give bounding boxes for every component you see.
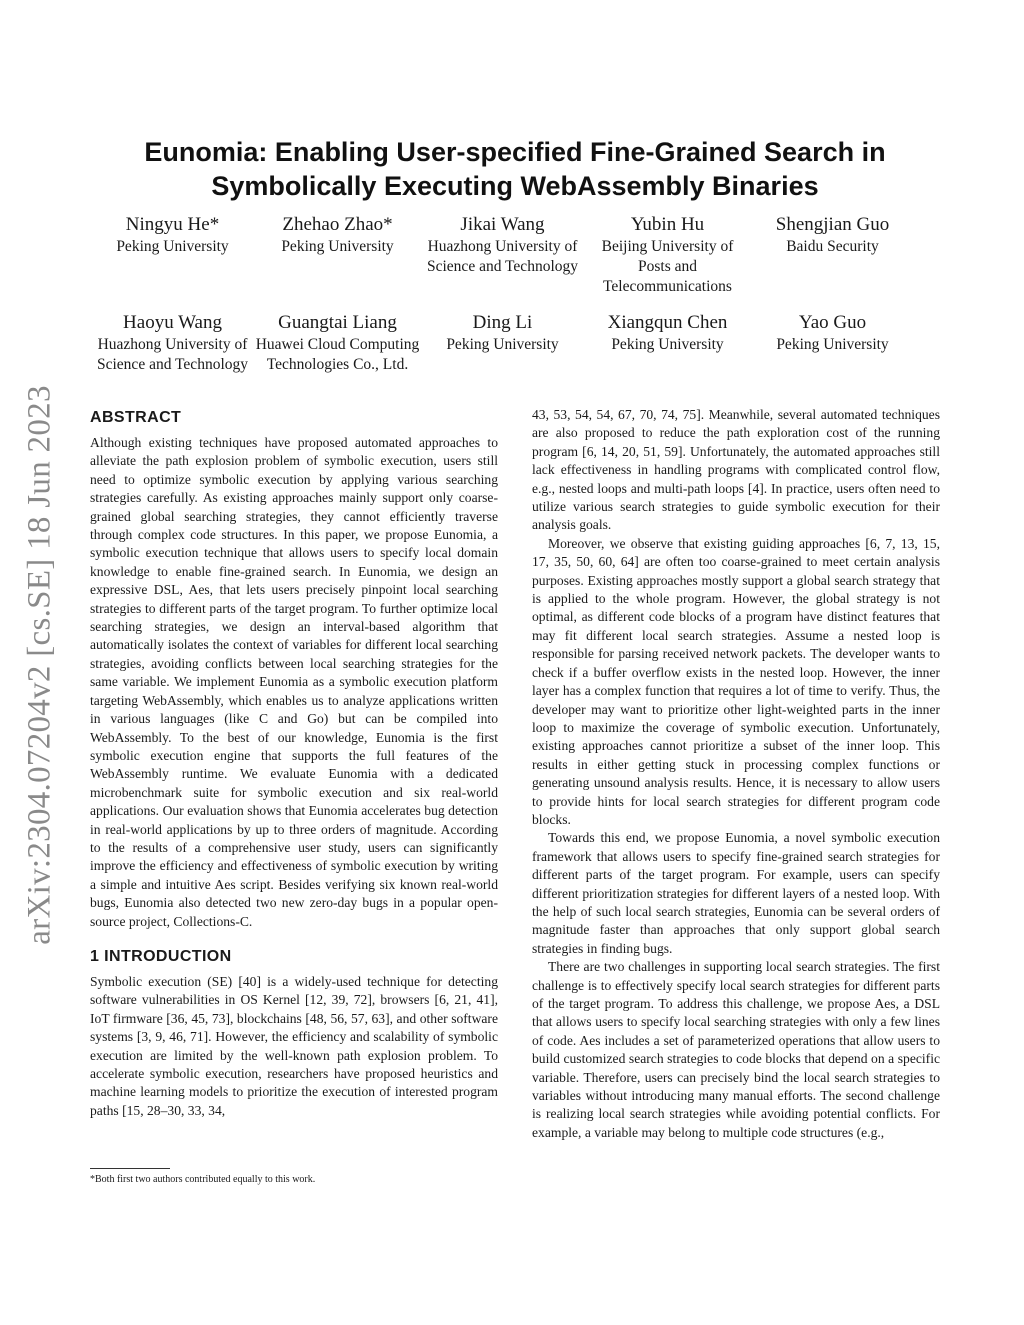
author [255, 213, 420, 311]
footnote: *Both first two authors contributed equally to this work. [90, 1174, 316, 1185]
author-name: Yao Guo [798, 312, 867, 333]
intro-paragraph-4: There are two challenges in supporting local search strategies. The first challenge is to effectively specify local search strategies for different parts of the target program. To address this challenge, we propose Aes, a DSL that allows users to specify local searching strategies with only a few lines of code. Aes includes a set of parameterized operations that allow users to build customized search strategies to code blocks that depend on a specific variable. Therefore, users can precisely bind the local search strategies to variables without introducing many manual efforts. The second challenge is realizing local search strategies while avoiding potential conflicts. For example, a variable may belong to multiple code structures (e.g., [532, 959, 940, 1140]
abstract-text: Although existing techniques have proposed automated approaches to alleviate the path explosion problem of symbolic execution, users still need to optimize symbolic execution by applying various searching strategies carefully. As existing approaches mainly support only coarse-grained global searching strategies, they cannot efficiently traverse through complex code structures. In this paper, we propose Eunomia, a symbolic execution technique that allows users to specify local domain knowledge to enable fine-grained search. In Eunomia, we design an expressive DSL, Aes, that lets users precisely pinpoint local searching strategies to different parts of the target program. To further optimize local searching strategies, we design an interval-based algorithm that automatically isolates the context of variables for different local searching strategies, avoiding conflicts between local searching strategies for the same variable. We implement Eunomia as a symbolic execution platform targeting WebAssembly, which enables us to analyze applications written in various languages (like C and Go) but can be compiled into WebAssembly. To the best of our knowledge, Eunomia is the first symbolic execution engine that supports the full features of the WebAssembly runtime. We evaluate Eunomia with a dedicated microbenchmark suite for symbolic execution and six real-world applications. Our evaluation shows that Eunomia accelerates bug detection in real-world applications by up to three orders of magnitude. According to the results of a comprehensive user study, users can significantly improve the efficiency and effectiveness of symbolic execution by writing a simple and intuitive Aes script. Besides verifying six known real-world bugs, Eunomia also detected two new zero-day bugs in a popular open-source project, Collections-C. [90, 435, 498, 929]
author-name: Shengjian Guo [775, 214, 890, 235]
author [750, 311, 915, 409]
author-row [90, 213, 940, 311]
author-block [90, 213, 940, 409]
author-affiliation: Baidu Security [786, 238, 879, 255]
author [420, 213, 585, 311]
author-affiliation: Beijing University of Posts and Telecommunications [601, 238, 734, 295]
author [255, 311, 420, 409]
author-affiliation: Huawei Cloud Computing Technologies Co., Ltd. [255, 336, 420, 373]
author-affiliation: Huazhong University of Science and Technology [97, 336, 248, 373]
author [750, 213, 915, 311]
author-row [90, 311, 940, 409]
intro-paragraph-3: Towards this end, we propose Eunomia, a novel symbolic execution framework that allows users to specify fine-grained search strategies for different parts of the target program. For example, users can specify different prioritization strategies for different layers of a nested loop. With the help of such local search strategies, Eunomia can be several orders of magnitude faster than approaches that only support global search strategies in finding bugs. [532, 830, 940, 956]
introduction-heading: 1 INTRODUCTION [90, 947, 232, 965]
author-name: Jikai Wang [460, 214, 545, 235]
author [90, 213, 255, 311]
author [90, 311, 255, 409]
author-affiliation: Peking University [776, 336, 889, 353]
right-column [532, 406, 940, 1142]
arxiv-sidebar [0, 360, 80, 970]
arxiv-identifier: arXiv:2304.07204v2 [cs.SE] 18 Jun 2023 [21, 385, 58, 945]
author [420, 311, 585, 409]
author-name: Ding Li [472, 312, 533, 333]
author-affiliation: Huazhong University of Science and Technology [427, 238, 578, 275]
author-name: Zhehao Zhao* [282, 214, 393, 235]
intro-paragraph-1: Symbolic execution (SE) [40] is a widely-used technique for detecting software vulnerabilities in OS Kernel [12, 39, 72], browsers [6, 21, 41], IoT firmware [36, 45, 73], blockchains [48, 56, 57, 63], and other software systems [3, 9, 46, 71]. However, the efficiency and scalability of symbolic execution are limited by the well-known path explosion problem. To accelerate symbolic execution, researchers have proposed heuristics and machine learning models to prioritize the execution of interested program paths [15, 28–30, 33, 34, [90, 973, 498, 1118]
title-line-2: Symbolically Executing WebAssembly Binaries [211, 171, 819, 201]
author-name: Yubin Hu [630, 214, 705, 235]
author [585, 311, 750, 409]
author-affiliation: Peking University [281, 238, 394, 255]
author-name: Ningyu He* [125, 214, 220, 235]
author-name: Guangtai Liang [278, 312, 397, 333]
intro-paragraph-1-continued: 43, 53, 54, 54, 67, 70, 74, 75]. Meanwhile, several automated techniques are also proposed to reduce the path exploration cost of the running program [6, 14, 20, 51, 59]. Unfortunately, the automated approaches still lack effectiveness in handling programs with complicated control flow, e.g., nested loops and multi-path loops [4]. In practice, users often need to utilize various search strategies to guide symbolic execution for their analysis goals. [532, 407, 940, 533]
intro-paragraph-2: Moreover, we observe that existing guiding approaches [6, 7, 13, 15, 17, 35, 50, 60, 64] are often too coarse-grained to meet certain analysis purposes. Existing approaches mostly support a global search strategy that is applied to the whole program. However, the global strategy is not optimal, as different code blocks of a program have distinct features that may fit different local search strategies. Assume a nested loop is responsible for parsing received network packets. The developer wants to check if a buffer overflow exists in the nested loop. However, the inner layer has a complex function that requires a lot of time to verify. Thus, the developer may want to prioritize other light-weighted parts in the inner loop to maximize the coverage of symbolic execution. Unfortunately, existing approaches cannot prioritize a subset of the inner loop. This results in either getting stuck in processing complex functions or generating unsound analysis results. Hence, it is necessary to allow users to provide hints for local search strategies for different program code blocks. [532, 535, 940, 827]
left-column [90, 406, 498, 1120]
footnote-rule [90, 1168, 170, 1169]
title-line-1: Eunomia: Enabling User-specified Fine-Grained Search in [144, 137, 886, 167]
author-name: Haoyu Wang [123, 312, 222, 333]
paper-title [90, 135, 940, 203]
author [585, 213, 750, 311]
author-name: Xiangqun Chen [607, 312, 728, 333]
author-affiliation: Peking University [611, 336, 724, 353]
author-affiliation: Peking University [116, 238, 229, 255]
abstract-heading: ABSTRACT [90, 409, 182, 426]
author-affiliation: Peking University [446, 336, 559, 353]
